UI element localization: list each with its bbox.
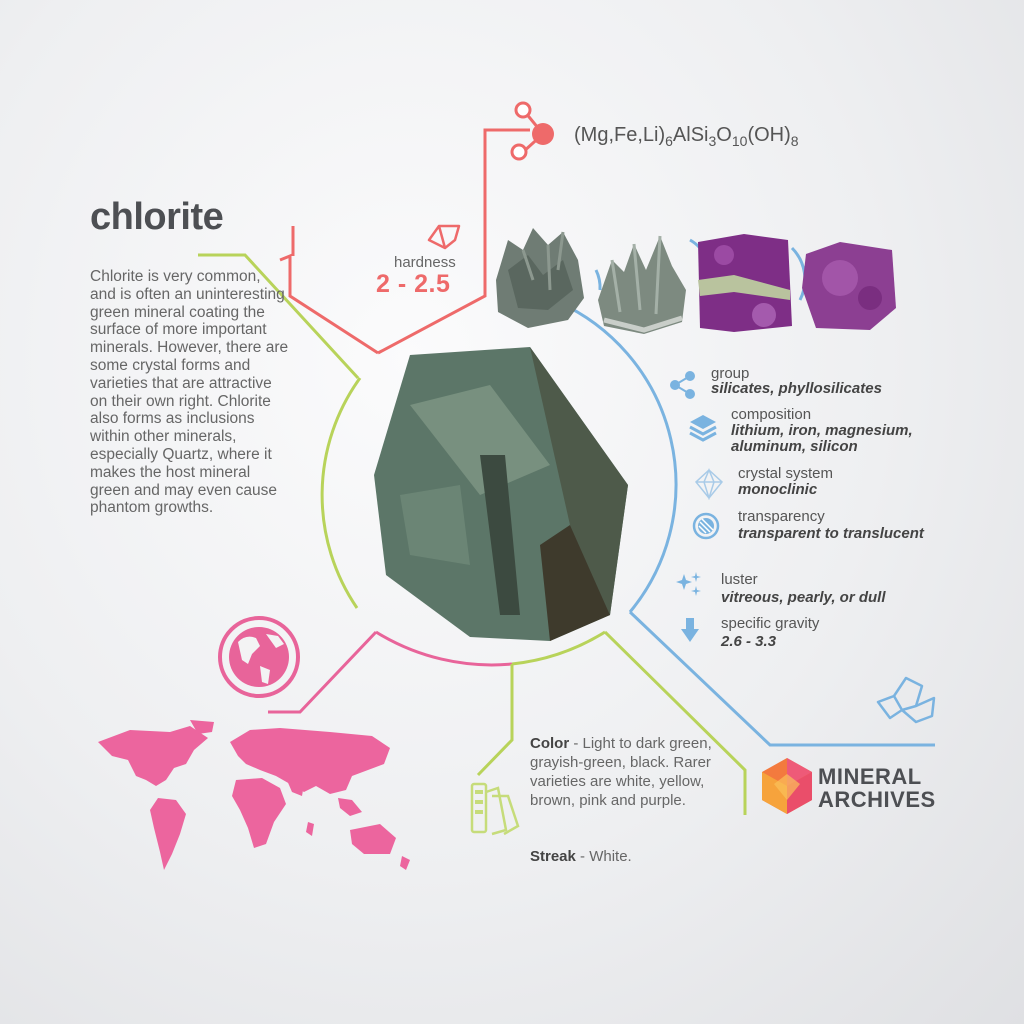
group-share-icon <box>668 370 698 400</box>
composition-value-line1: lithium, iron, magnesium, <box>731 422 913 439</box>
red-connector-left <box>280 256 378 353</box>
main-specimen-image <box>370 345 632 645</box>
hardness-label: hardness <box>394 254 456 271</box>
crystal-system-icon <box>694 468 724 500</box>
hardness-value: 2 - 2.5 <box>376 270 451 298</box>
world-map <box>90 720 420 890</box>
color-description: Color - Light to dark green, grayish-green, black. Rarer varieties are white, yellow, brown, pink and purple. <box>530 735 712 809</box>
composition-label: composition <box>731 406 812 423</box>
mineral-description: Chlorite is very common, and is often an uninteresting green mineral coating the surface of more important minerals. However, there are some crystal forms and varieties that are attractive on their own right. Chlorite also forms as inclusions within other minerals, especially Quartz, where it makes the host mineral green and may even cause phantom growths. <box>90 268 289 517</box>
layers-icon <box>688 412 718 442</box>
group-value: silicates, phyllosilicates <box>711 380 882 397</box>
luster-value: vitreous, pearly, or dull <box>721 589 886 606</box>
group-label: group <box>711 365 750 382</box>
transparency-value: transparent to translucent <box>738 525 924 542</box>
globe-icon <box>216 614 302 700</box>
sparkle-icon <box>676 570 704 598</box>
streak-description: Streak - White. <box>530 848 632 865</box>
chemical-formula: $(Mg,Fe,Li)_6AlSi_3O_{10}(OH)_8$ <box>574 124 799 149</box>
logo-crystal-icon <box>872 672 940 736</box>
crystal-system-label: crystal system <box>738 465 834 482</box>
specimen-image-4 <box>800 238 898 334</box>
crystal-system-value: monoclinic <box>738 481 818 498</box>
mineral-title: chlorite <box>90 196 224 238</box>
lime-connector <box>478 664 512 775</box>
mineral-archives-logo-text: MINERAL ARCHIVES <box>818 764 936 812</box>
luster-label: luster <box>721 571 758 588</box>
specific-gravity-label: specific gravity <box>721 615 820 632</box>
specimen-image-1 <box>488 220 588 330</box>
composition-value-line2: aluminum, silicon <box>731 438 858 455</box>
transparency-icon <box>692 512 720 540</box>
color-swatch-icon <box>468 778 524 836</box>
molecule-icon <box>505 100 565 162</box>
specific-gravity-value: 2.6 - 3.3 <box>721 633 777 650</box>
specimen-image-3 <box>694 230 794 334</box>
hardness-crystal-icon <box>425 222 465 252</box>
transparency-label: transparency <box>738 508 825 525</box>
arrow-down-icon <box>680 616 700 644</box>
specimen-image-2 <box>594 230 692 336</box>
mineral-archives-logo-icon <box>760 756 814 816</box>
